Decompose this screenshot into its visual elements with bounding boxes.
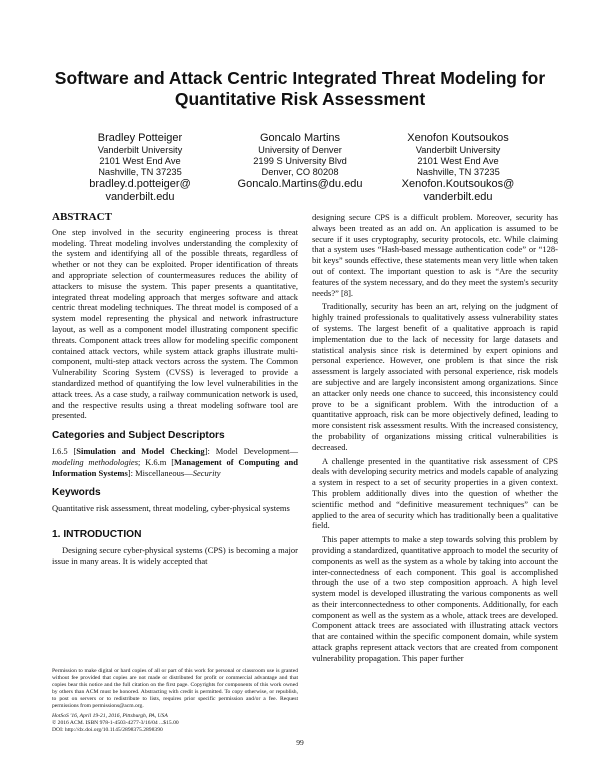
author-block <box>55 132 545 210</box>
author-email[interactable]: vanderbilt.edu <box>423 191 493 203</box>
left-column <box>52 212 298 566</box>
page-number: 99 <box>296 738 304 747</box>
body-paragraph: This paper attempts to make a step towards solving this problem by providing a standardized, quantitative approach to model the security of components as well as the system as a whole by taking into account the inter-connectedness of each component. This goal is accomplished through the use of a two step composition approach. A high level system model is developed illustrating the various components as well as their interconnectedness to other components. Additionally, for each component as well as the system as a whole, attack trees are developed. Component attack trees are associated with illustrating attack vectors that are contained within the specific component domain, while system attack graphs represent attack vectors that are created from component vulnerability propagation. This paper further <box>312 534 558 663</box>
abstract-heading: ABSTRACT <box>52 211 112 223</box>
categories-heading: Categories and Subject Descriptors <box>52 430 225 442</box>
doi-link[interactable]: DOI: http://dx.doi.org/10.1145/2898375.2898390 <box>52 727 163 733</box>
author-address: Nashville, TN 37235 <box>416 167 500 177</box>
permission-notice <box>52 668 298 734</box>
author-email[interactable]: Xenofon.Koutsoukos@ <box>401 178 515 190</box>
author-name: Bradley Potteiger <box>97 132 183 144</box>
introduction-text: Designing secure cyber-physical systems (CPS) is becoming a major issue in many areas. It is widely accepted that <box>52 544 298 566</box>
right-column <box>312 212 558 664</box>
author-name: Goncalo Martins <box>259 132 341 144</box>
body-paragraph: A challenge presented in the quantitative risk assessment of CPS deals with developing security metrics and models capable of analyzing a system in respect to a set of security properties in a given context. This problem additionally dives into the question of whether the scientific method and “definitive measurement techniques” can be applied to the area of security which has traditionally been a qualitative field. <box>312 455 558 531</box>
author-address: Denver, CO 80208 <box>261 167 339 177</box>
abstract-text: One step involved in the security engineering process is threat modeling. Threat modeling involves understanding the complexity of the system and identifying all of the possible threats, regardless of whether or not they can be exploited. Proper identification of threats and appropriate selection of countermeasures reduces the ability of attackers to misuse the system. This paper presents a quantitative, integrated threat modeling approach that merges software and attack centric threat modeling techniques. The threat model is composed of a system model representing the physical and network infrastructure layout, as well as a component model illustrating component specific threats. Component attack trees allow for modeling specific component contained attack vectors, while system attack graphs illustrate multi-component, multi-step attack vectors across the system. The Common Vulnerability Scoring System (CVSS) is leveraged to provide a standardized method of quantifying the low level vulnerabilities in the attack trees. As a case study, a railway communication network is used, and the respective results using a threat modeling software tool are presented. <box>52 226 298 421</box>
author-affiliation: Vanderbilt University <box>97 145 183 155</box>
body-paragraph: designing secure CPS is a difficult problem. Moreover, security has always been treated as an add on. An application is assumed to be secure if it uses cryptography, security protocols, etc. While claiming that a system uses “Hash-based message authentication code” or “128-bit keys” sounds effective, these statements mean very little when taken out of context. The important question to ask is “Are the security features of the system necessary, and do they meet the system's security needs?” [8]. <box>312 212 558 298</box>
body-paragraph: Traditionally, security has been an art, relying on the judgment of highly trained professionals to qualitatively assess vulnerability states of systems. The largest benefit of a qualitative approach is rapid implementation due to the lack of necessity for large datasets and statistical analysis since risk is determined by expert opinions and personal experience. However, one problem is that since the risk assessment is largely associated with personal experience, risk models are subjective and are largely inconsistent among organizations. Since an attacker only needs one chance to succeed, this inconsistency could prove to be a significant problem. With the introduction of a quantitative approach, risk can be more objectively defined, leading to more consistent risk assessment results. With the increased consistency, the probability of organizations missing critical vulnerabilities is decreased. <box>312 301 558 452</box>
author-email[interactable]: bradley.d.potteiger@ <box>89 178 191 190</box>
author-address: 2101 West End Ave <box>99 156 181 166</box>
author-3 <box>373 132 543 204</box>
author-email[interactable]: vanderbilt.edu <box>105 191 175 203</box>
author-address: 2199 S University Blvd <box>253 156 347 166</box>
author-1 <box>55 132 225 204</box>
author-affiliation: Vanderbilt University <box>415 145 501 155</box>
author-name: Xenofon Koutsoukos <box>407 132 509 144</box>
author-address: Nashville, TN 37235 <box>98 167 182 177</box>
permission-text: Permission to make digital or hard copies of all or part of this work for personal or classroom use is granted without fee provided that copies are not made or distributed for profit or commercial advantage and that copies bear this notice and the full citation on the first page. Copyrights for components of this work owned by others than ACM must be honored. Abstracting with credit is permitted. To copy otherwise, or republish, to post on servers or to redistribute to lists, requires prior specific permission and/or a fee. Request permissions from permissions@acm.org. <box>52 668 298 709</box>
introduction-heading: 1. INTRODUCTION <box>52 528 142 540</box>
copyright-line: © 2016 ACM. ISBN 978-1-4503-4277-3/16/04 ...$15.00 <box>52 720 179 726</box>
keywords-text: Quantitative risk assessment, threat modeling, cyber-physical systems <box>52 503 290 514</box>
paper-title: Software and Attack Centric Integrated Threat Modeling for Quantitative Risk Assessment <box>54 68 546 109</box>
keywords-heading: Keywords <box>52 487 101 499</box>
author-address: 2101 West End Ave <box>417 156 499 166</box>
categories-text: I.6.5 [Simulation and Model Checking]: Model Development—modeling methodologies; K.6.m [Management of Computing and Information Systems]: Miscellaneous—Security <box>52 445 298 478</box>
author-email[interactable]: Goncalo.Martins@du.edu <box>237 178 363 190</box>
author-2 <box>215 132 385 191</box>
author-affiliation: University of Denver <box>258 145 342 155</box>
conference-venue: HotSoS '16, April 19-21, 2016, Pittsburgh, PA, USA <box>52 713 168 719</box>
